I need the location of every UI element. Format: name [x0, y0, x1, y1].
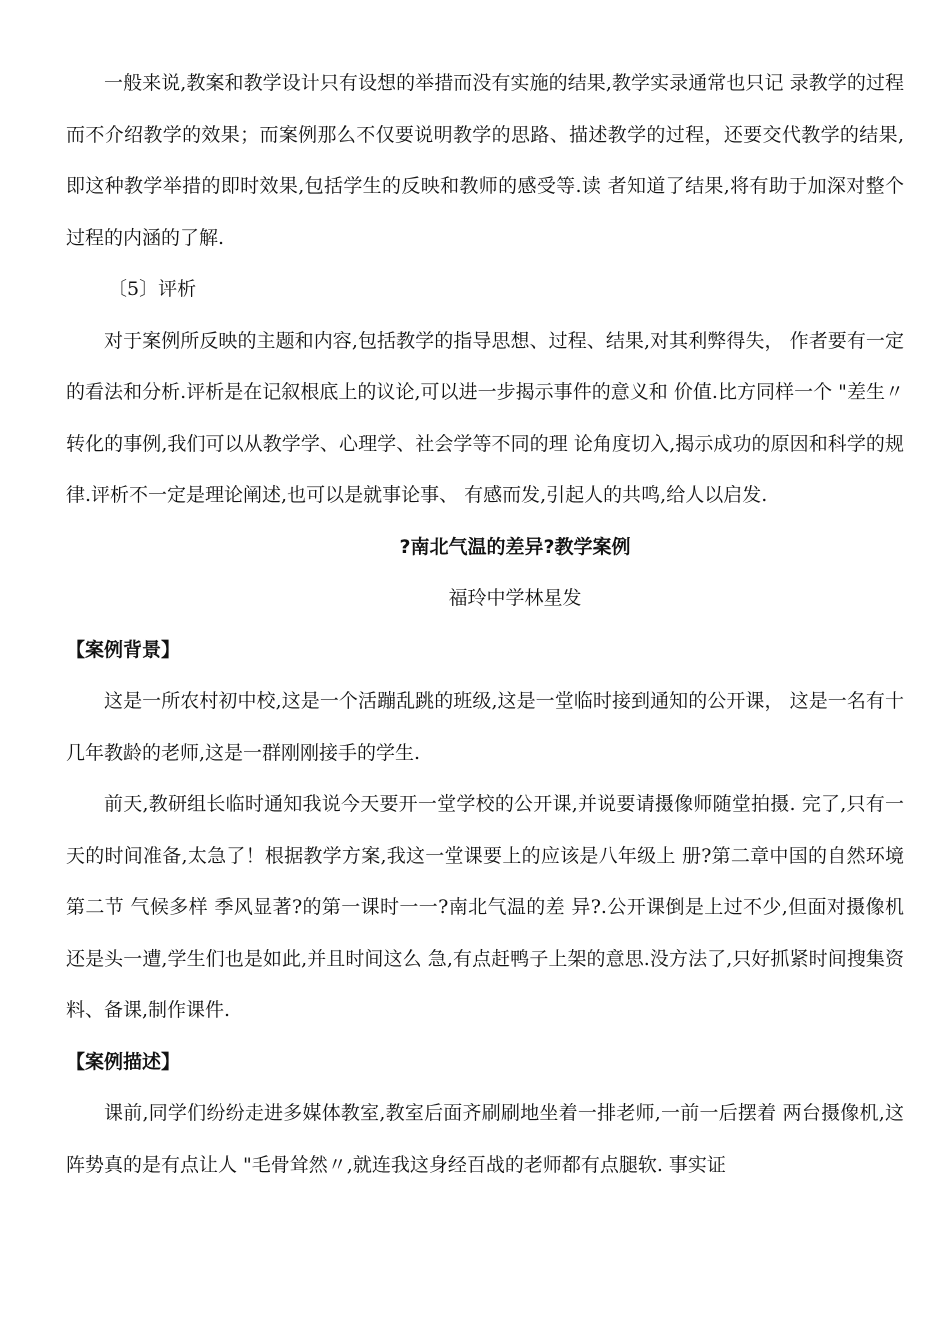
case-author: 福玲中学林星发 — [448, 587, 582, 609]
paragraph-background-1: 这是一所农村初中校,这是一个活蹦乱跳的班级,这是一堂临时接到通知的公开课， 这是一名有十几年教龄的老师,这是一群刚刚接手的学生. — [66, 690, 904, 764]
paragraph-description-1: 课前,同学们纷纷走进多媒体教室,教室后面齐刷刷地坐着一排老师,一前一后摆着 两台摄像机,这阵势真的是有点让人 "毛骨耸然〃,就连我这身经百战的老师都有点腿软. 事实证 — [66, 1102, 904, 1176]
paragraph-background-2: 前天,教研组长临时通知我说今天要开一堂学校的公开课,并说要请摄像师随堂拍摄. 完了,只有一天的时间准备,太急了！根据教学方案,我这一堂课要上的应该是八年级上 册?第二章中国的自然环境第二节 气候多样 季风显著?的第一课时一一?南北气温的差 异?.公开课倒是上过不少,但面对摄像机还是头一遭,学生们也是如此,并且时间这么 急,有点赶鸭子上架的意思.没方法了,只好抓紧时间搜集资料、备课,制作课件. — [66, 793, 904, 1021]
heading-case-background: 【案例背景】 — [66, 638, 181, 661]
heading-case-description: 【案例描述】 — [66, 1050, 181, 1073]
paragraph-results: 一般来说,教案和教学设计只有设想的举措而没有实施的结果,教学实录通常也只记 录教学的过程而不介绍教学的效果；而案例那么不仅要说明教学的思路、描述教学的过程，还要交代教学的结果,即这种教学举措的即时效果,包括学生的反映和教师的感受等.读 者知道了结果,将有助于加深对整个过程的内涵的了解. — [66, 72, 904, 249]
section-label-analysis: 〔5〕评析 — [108, 278, 197, 300]
case-title: ?南北气温的差异?教学案例 — [399, 535, 631, 558]
paragraph-analysis: 对于案例所反映的主题和内容,包括教学的指导思想、过程、结果,对其利弊得失， 作者要有一定的看法和分析.评析是在记叙根底上的议论,可以进一步揭示事件的意义和 价值.比方同样一个 "差生〃转化的事例,我们可以从教学学、心理学、社会学等不同的理 论角度切入,揭示成功的原因和科学的规律.评析不一定是理论阐述,也可以是就事论事、 有感而发,引起人的共鸣,给人以启发. — [66, 329, 904, 506]
document-page — [66, 58, 904, 1191]
